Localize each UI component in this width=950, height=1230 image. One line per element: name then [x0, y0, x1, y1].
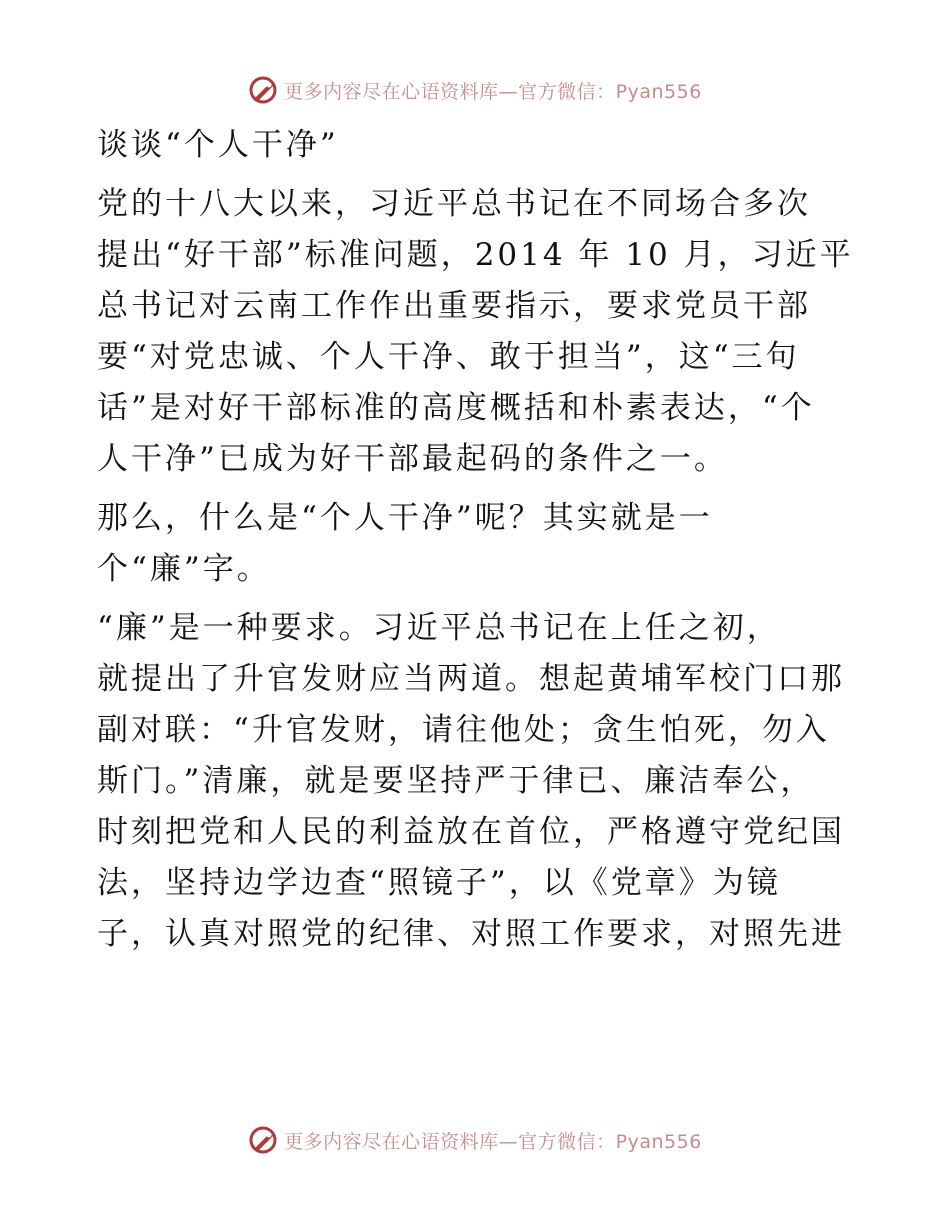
paragraph-1 — [97, 179, 857, 485]
paragraph-3 — [97, 603, 857, 960]
text-line: “廉”是一种要求。习近平总书记在上任之初， — [97, 610, 781, 646]
text-line: 总书记对云南工作作出重要指示，要求党员干部 — [97, 288, 811, 324]
document-body — [97, 120, 857, 960]
text-line: 党的十八大以来，习近平总书记在不同场合多次 — [97, 186, 811, 222]
watermark-header — [0, 70, 950, 110]
document-title: 谈谈“个人干净” — [97, 127, 339, 163]
text-line: 要“对党忠诚、个人干净、敢于担当”，这“三句 — [97, 339, 800, 375]
text-line: 个“廉”字。 — [97, 551, 271, 587]
watermark-footer — [0, 1120, 950, 1160]
pen-logo-icon — [248, 1125, 278, 1155]
text-line: 时刻把党和人民的利益放在首位，严格遵守党纪国 — [97, 814, 845, 850]
text-line: 人干净”已成为好干部最起码的条件之一。 — [97, 441, 728, 477]
text-line: 斯门。”清廉，就是要坚持严于律已、廉洁奉公， — [97, 763, 815, 799]
text-line: 法，坚持边学边查“照镜子”，以《党章》为镜 — [97, 865, 781, 901]
text-line: 就提出了升官发财应当两道。想起黄埔军校门口那 — [97, 661, 845, 697]
pen-logo-icon — [248, 75, 278, 105]
text-line: 子，认真对照党的纪律、对照工作要求，对照先进 — [97, 916, 845, 952]
watermark-text: 更多内容尽在心语资料库—官方微信：Pyan556 — [284, 1130, 702, 1153]
text-line: 提出“好干部”标准问题，2014 年 10 月，习近平 — [97, 237, 854, 273]
text-line: 话”是对好干部标准的高度概括和朴素表达，“个 — [97, 390, 815, 426]
paragraph-2 — [97, 493, 857, 595]
text-line: 那么，什么是“个人干净”呢？其实就是一 — [97, 500, 713, 536]
text-line: 副对联：“升官发财，请往他处；贪生怕死，勿入 — [97, 712, 830, 748]
watermark-text: 更多内容尽在心语资料库—官方微信：Pyan556 — [284, 80, 702, 103]
